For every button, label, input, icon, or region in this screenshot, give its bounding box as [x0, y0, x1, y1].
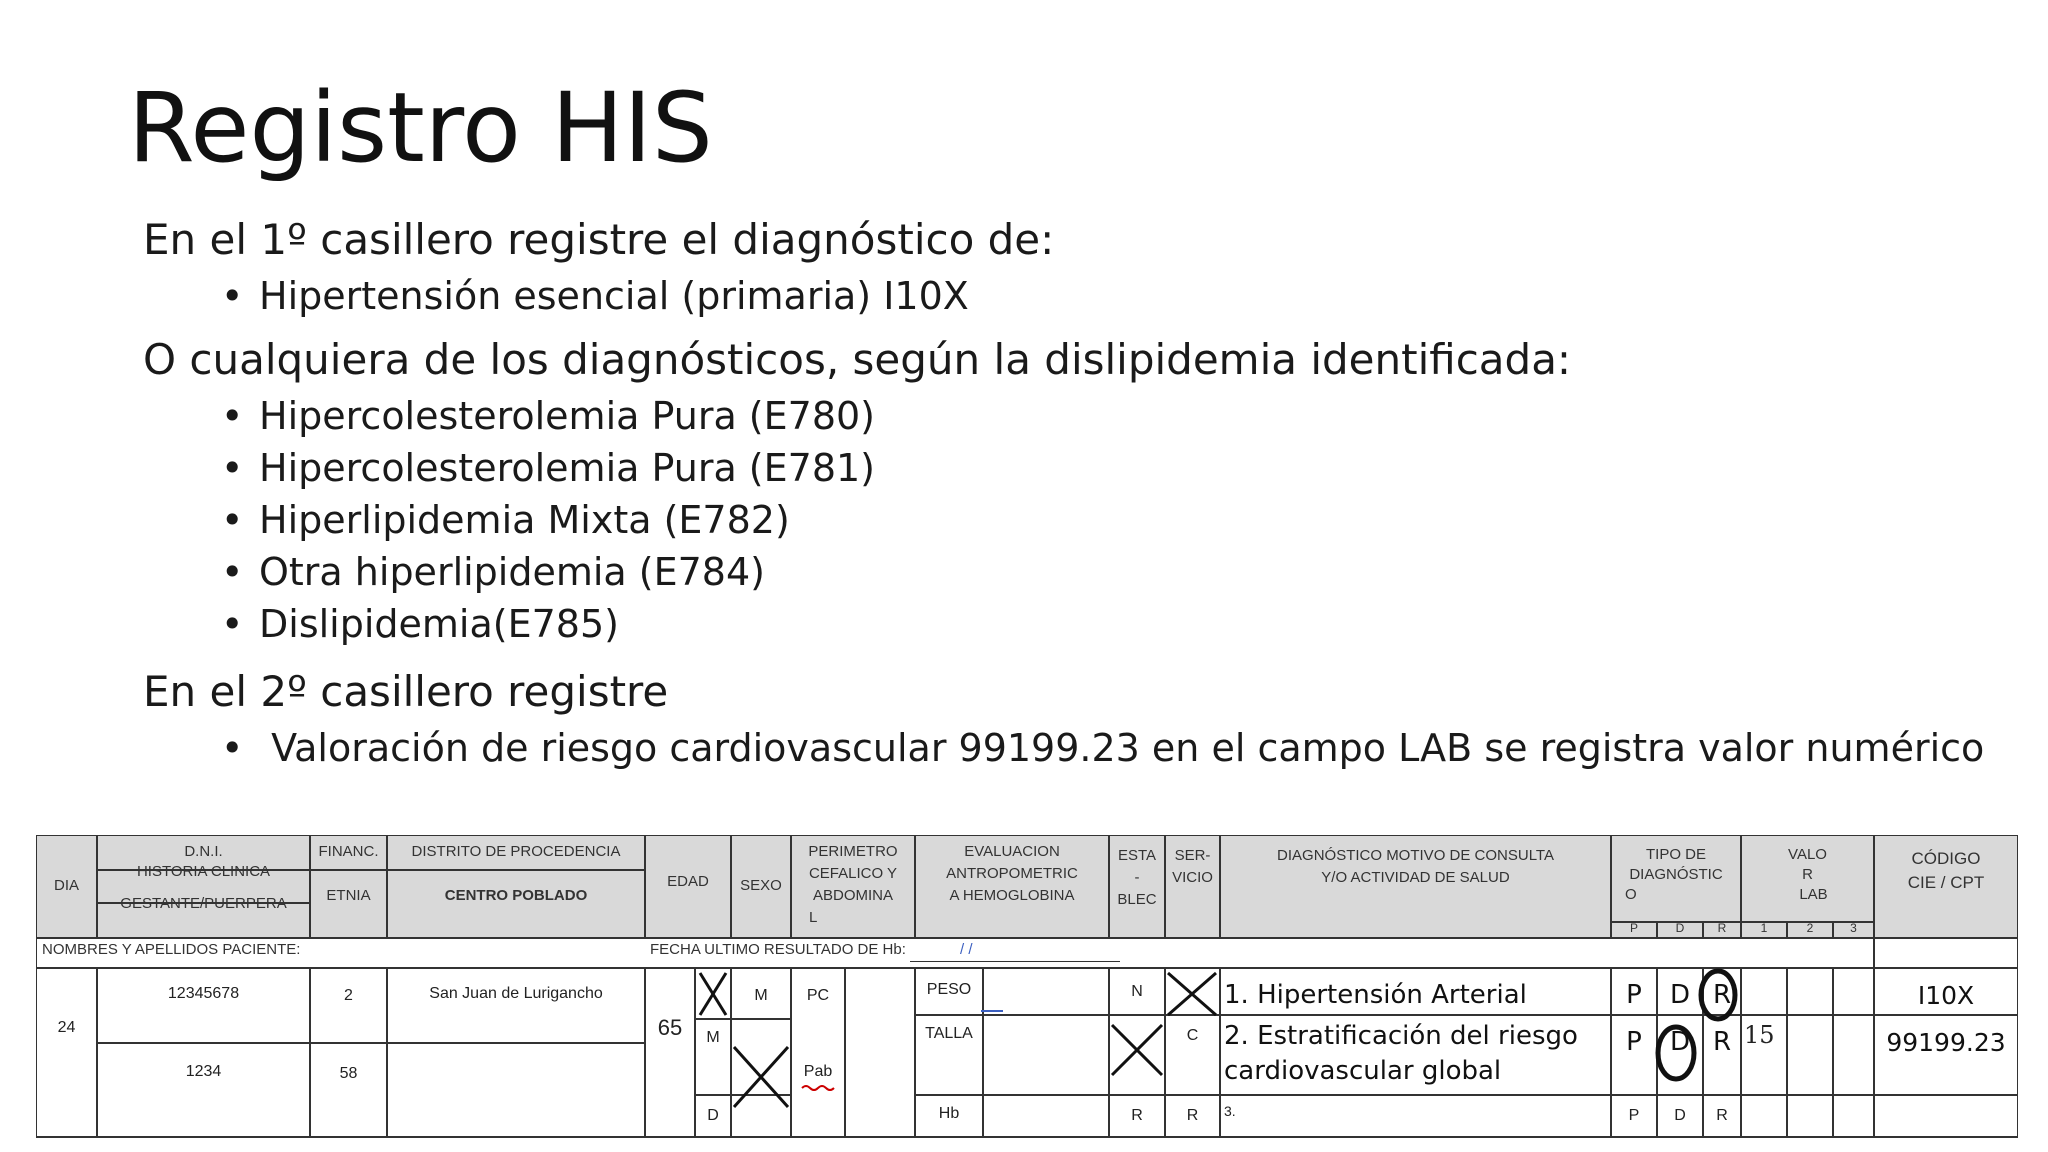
bullet-e780: • Hipercolesterolemia Pura (E780) [221, 394, 875, 438]
header-codigo: CÓDIGO CIE / CPT [1907, 849, 1985, 892]
cell-pab: Pab [803, 1063, 833, 1080]
label-nombres: NOMBRES Y APELLIDOS PACIENTE: [42, 941, 301, 958]
header-financ: FINANC. [318, 843, 379, 860]
diagnosis-2: 2. Estratificación del riesgo cardiovascular global [1224, 1021, 1578, 1086]
dx2-type-r: R [1712, 1027, 1732, 1057]
cell-dni: 12345678 [167, 985, 240, 1002]
header-dia: DIA [53, 877, 79, 894]
header-etnia: ETNIA [326, 887, 371, 904]
dx3-type-p: P [1628, 1107, 1640, 1124]
header-lab-1: 1 [1760, 921, 1768, 935]
cell-etnia: 58 [339, 1065, 358, 1082]
header-centro-poblado: CENTRO POBLADO [444, 887, 588, 904]
dx1-type-r: R [1712, 980, 1732, 1010]
bullet-e781: • Hipercolesterolemia Pura (E781) [221, 446, 875, 490]
cell-sexo-d: D [707, 1107, 719, 1124]
dx2-type-p: P [1626, 1027, 1642, 1057]
header-servicio: SER- VICIO [1172, 847, 1213, 886]
header-diagnostico: DIAGNÓSTICO MOTIVO DE CONSULTA Y/O ACTIVIDAD DE SALUD [1277, 847, 1554, 886]
cell-edad: 65 [657, 1015, 683, 1040]
dx1-type-p: P [1626, 980, 1642, 1010]
bullet-e784: • Otra hiperlipidemia (E784) [221, 550, 765, 594]
header-tipo-diagnostico: TIPO DE DIAGNÓSTIC O [1625, 846, 1723, 903]
header-gestante: GESTANTE/PUERPERA [120, 895, 287, 912]
instruction-2: O cualquiera de los diagnósticos, según la dislipidemia identificada: [143, 335, 1572, 384]
header-valor-lab: VALO R LAB [1788, 846, 1828, 903]
dx2-code: 99199.23 [1886, 1028, 2006, 1057]
cell-dia: 24 [57, 1019, 76, 1036]
header-tipo-r: R [1717, 921, 1727, 935]
cell-distrito: San Juan de Lurigancho [429, 985, 603, 1002]
diagnosis-3: 3. [1224, 1103, 1236, 1119]
slide-title: Registro HIS [128, 72, 713, 184]
cell-pc: PC [806, 987, 830, 1004]
cell-talla: TALLA [925, 1025, 973, 1042]
dx2-type-d: D [1669, 1027, 1691, 1057]
cell-historia: 1234 [185, 1063, 222, 1080]
cell-servicio-c: C [1186, 1027, 1199, 1044]
dx3-type-r: R [1716, 1107, 1728, 1124]
header-tipo-p: P [1629, 921, 1638, 935]
dx1-code: I10X [1917, 981, 1975, 1010]
label-fecha-hb: FECHA ULTIMO RESULTADO DE Hb: / / [650, 939, 1120, 962]
cell-hb: Hb [938, 1105, 960, 1122]
bullet-riesgo: • Valoración de riesgo cardiovascular 99199.23 en el campo LAB se registra valor numérico [221, 726, 1985, 770]
dx3-type-d: D [1674, 1107, 1686, 1124]
header-tipo-d: D [1675, 921, 1685, 935]
header-distrito: DISTRITO DE PROCEDENCIA [411, 843, 621, 860]
header-sexo: SEXO [740, 877, 782, 894]
cell-peso: PESO [926, 981, 972, 998]
instruction-1: En el 1º casillero registre el diagnóstico de: [143, 215, 1055, 264]
header-historia: HISTORIA CLINICA [136, 863, 271, 880]
header-lab-2: 2 [1806, 921, 1814, 935]
bullet-e785: • Dislipidemia(E785) [221, 602, 619, 646]
bullet-hipertension: • Hipertensión esencial (primaria) I10X [221, 274, 969, 318]
header-edad: EDAD [667, 873, 709, 890]
header-evaluacion: EVALUACION ANTROPOMETRIC A HEMOGLOBINA [946, 843, 1078, 904]
diagnosis-1: 1. Hipertensión Arterial [1224, 980, 1527, 1010]
cell-sexo-m: M [754, 987, 768, 1004]
dx1-type-d: D [1669, 980, 1691, 1010]
cell-servicio-r: R [1186, 1107, 1199, 1124]
header-perimetro: PERIMETRO CEFALICO Y ABDOMINA L [808, 843, 898, 926]
bullet-e782: • Hiperlipidemia Mixta (E782) [221, 498, 790, 542]
instruction-3: En el 2º casillero registre [143, 667, 669, 716]
cell-esta-n: N [1131, 983, 1143, 1000]
header-lab-3: 3 [1850, 921, 1857, 935]
header-dni: D.N.I. [184, 843, 223, 860]
cell-financ: 2 [344, 987, 353, 1004]
cell-esta-r: R [1131, 1107, 1143, 1124]
dx2-lab-value: 15 [1744, 1021, 1775, 1049]
cell-sexo-m2: M [706, 1029, 720, 1046]
header-establecimiento: ESTA - BLEC [1117, 847, 1157, 908]
his-form-table [36, 835, 2018, 1138]
